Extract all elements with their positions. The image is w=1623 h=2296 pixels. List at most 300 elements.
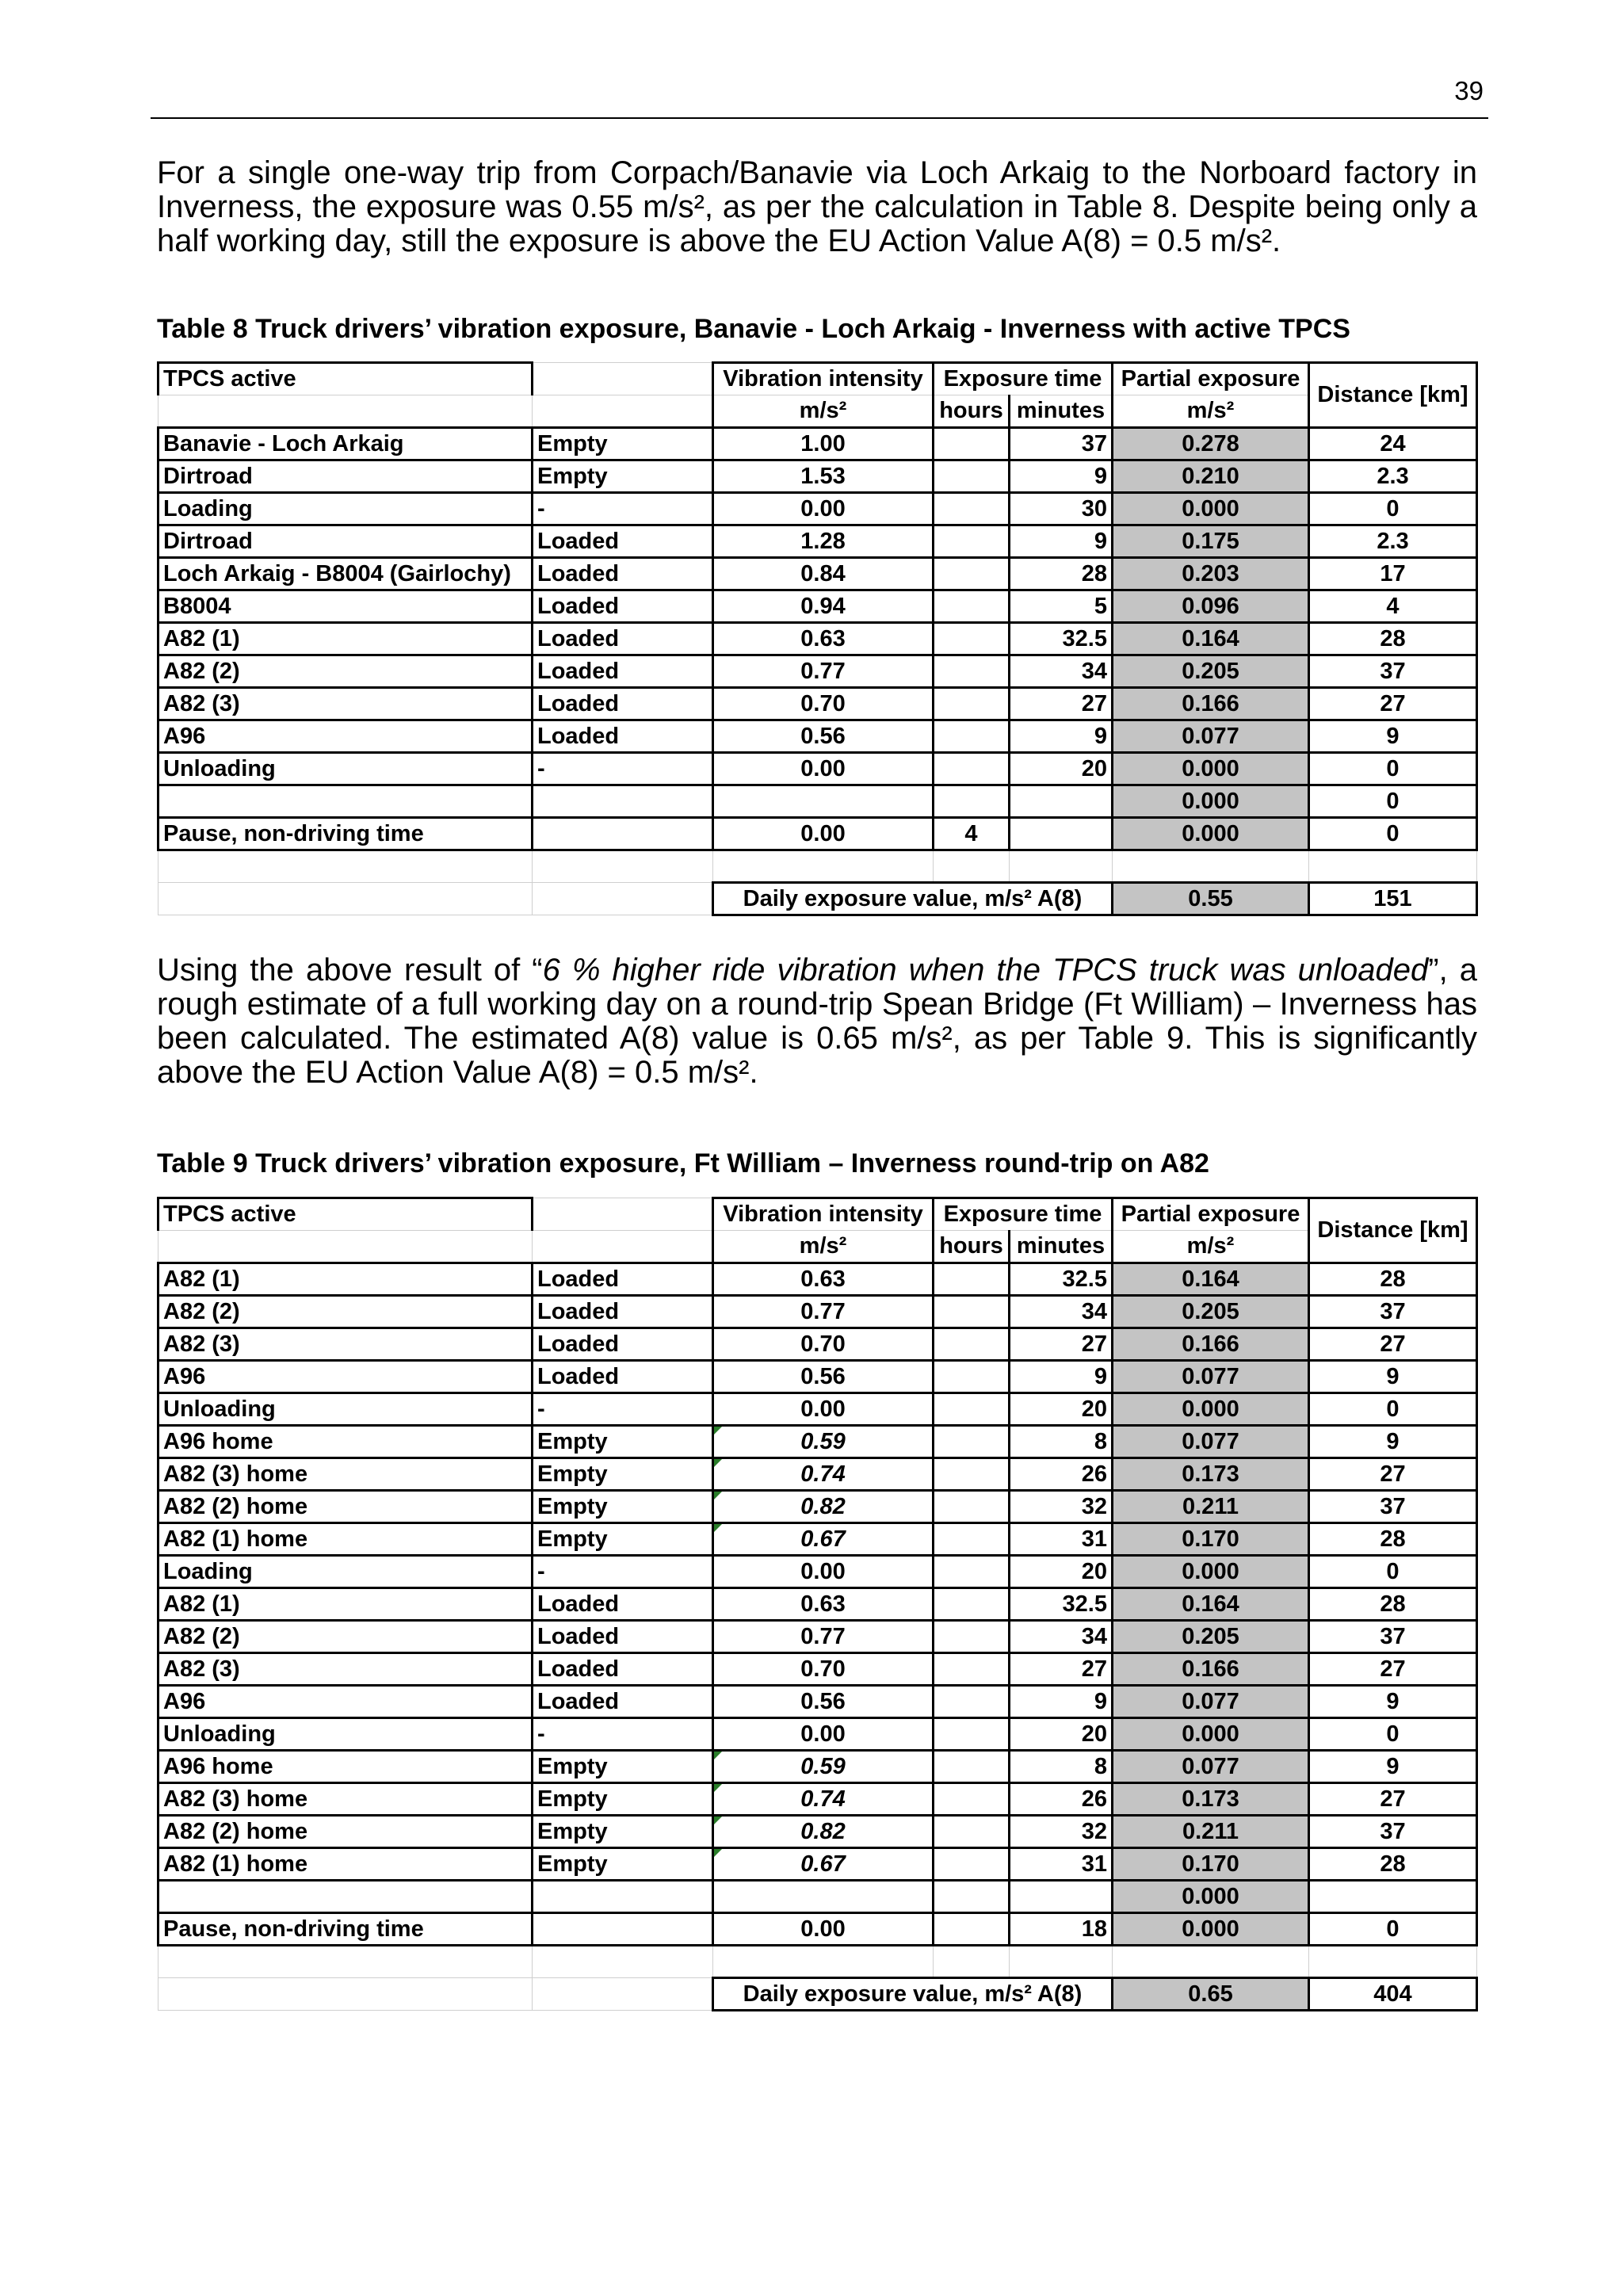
route-cell: A96 home [158,1426,533,1458]
intensity-cell: 0.00 [713,493,934,525]
partial-exposure-cell: 0.077 [1113,1686,1309,1718]
table-row [158,1848,1477,1881]
load-cell: Loaded [533,1621,713,1653]
route-cell: Pause, non-driving time [158,818,533,850]
hours-cell [934,1296,1010,1328]
distance-cell: 9 [1309,720,1477,753]
intensity-cell: 0.77 [713,655,934,688]
route-cell: A82 (2) [158,1621,533,1653]
minutes-cell: 28 [1010,558,1113,590]
paragraph-intro: For a single one-way trip from Corpach/Banavie via Loch Arkaig to the Norboard factory in Inverness, the exposure was 0.55 m/s², as per the calculation in Table 8. Despite being only a half working day, still the exposure is above the EU Action Value A(8) = 0.5 m/s². [157,155,1477,258]
distance-cell: 27 [1309,1328,1477,1361]
header-unit-intensity: m/s² [713,1231,934,1263]
table-row [158,1426,1477,1458]
load-cell: Empty [533,428,713,460]
intensity-cell: 0.84 [713,558,934,590]
partial-exposure-cell: 0.164 [1113,1588,1309,1621]
hours-cell [934,1816,1010,1848]
header-empty [533,363,713,395]
table-row [158,720,1477,753]
minutes-cell [1010,818,1113,850]
empty-cell [713,1946,934,1978]
header-hours: hours [934,395,1010,428]
route-cell: A96 [158,1686,533,1718]
load-cell: Loaded [533,1653,713,1686]
table-row [158,1653,1477,1686]
load-cell: Loaded [533,525,713,558]
minutes-cell: 27 [1010,688,1113,720]
hours-cell [934,1393,1010,1426]
distance-cell: 37 [1309,1296,1477,1328]
partial-exposure-cell: 0.000 [1113,1556,1309,1588]
partial-exposure-cell: 0.166 [1113,1328,1309,1361]
table8 [157,361,1478,916]
distance-cell: 9 [1309,1426,1477,1458]
intensity-cell: 0.63 [713,1588,934,1621]
table-row [158,688,1477,720]
hours-cell [934,1458,1010,1491]
hours-cell [934,590,1010,623]
minutes-cell: 27 [1010,1328,1113,1361]
table-row [158,525,1477,558]
empty-cell [934,1946,1010,1978]
hours-cell [934,1653,1010,1686]
hours-cell [934,460,1010,493]
route-cell: A82 (2) [158,655,533,688]
comment-marker-icon [714,1524,722,1532]
route-cell: A82 (3) home [158,1783,533,1816]
header-unit-partial: m/s² [1113,395,1309,428]
hours-cell [934,1523,1010,1556]
empty-cell [1113,1946,1309,1978]
load-cell: Empty [533,460,713,493]
hours-cell [934,1491,1010,1523]
partial-exposure-cell: 0.173 [1113,1783,1309,1816]
header-partial-exposure: Partial exposure [1113,363,1309,395]
daily-exposure-value: 0.65 [1113,1978,1309,2011]
daily-exposure-value: 0.55 [1113,883,1309,915]
intensity-cell: 0.00 [713,1718,934,1751]
total-row [158,883,1477,915]
header-minutes: minutes [1010,1231,1113,1263]
load-cell [533,1913,713,1946]
paragraph-estimate-italic: 6 % higher ride vibration when the TPCS truck was unloaded [542,953,1429,988]
minutes-cell: 9 [1010,1361,1113,1393]
intensity-cell: 0.70 [713,1328,934,1361]
table-row [158,428,1477,460]
minutes-cell: 32.5 [1010,1588,1113,1621]
empty-cell [158,1946,533,1978]
minutes-cell: 20 [1010,1718,1113,1751]
table-row [158,1588,1477,1621]
minutes-cell: 9 [1010,720,1113,753]
load-cell: Loaded [533,1361,713,1393]
minutes-cell: 26 [1010,1783,1113,1816]
daily-exposure-label: Daily exposure value, m/s² A(8) [713,1978,1113,2011]
table-row [158,1621,1477,1653]
intensity-cell: 0.56 [713,1686,934,1718]
load-cell: Empty [533,1848,713,1881]
header-vibration-intensity: Vibration intensity [713,1198,934,1231]
paragraph-estimate-post: ”, a rough estimate of a full working day on a round-trip Spean Bridge (Ft William) – Inverness has been calculated. The estimated A(8) value is 0.65 m/s², as per Table 9. This is significantly above the EU Action Value A(8) = 0.5 m/s². [157,953,1477,1090]
comment-marker-icon [714,1459,722,1467]
page-number: 39 [1454,76,1484,105]
header-unit-intensity: m/s² [713,395,934,428]
partial-exposure-cell: 0.077 [1113,1751,1309,1783]
minutes-cell: 18 [1010,1913,1113,1946]
hours-cell [934,525,1010,558]
route-cell: Loch Arkaig - B8004 (Gairlochy) [158,558,533,590]
minutes-cell: 32.5 [1010,1263,1113,1296]
header-tpcs-active: TPCS active [158,363,533,395]
load-cell: Loaded [533,1263,713,1296]
intensity-cell: 1.00 [713,428,934,460]
table-row [158,623,1477,655]
minutes-cell: 32 [1010,1491,1113,1523]
header-hours: hours [934,1231,1010,1263]
intensity-cell: 0.82 [713,1491,934,1523]
table-row [158,558,1477,590]
hours-cell [934,785,1010,818]
empty-cell [1010,1946,1113,1978]
route-cell: Loading [158,1556,533,1588]
minutes-cell: 37 [1010,428,1113,460]
table9 [157,1197,1478,2011]
table-row [158,1913,1477,1946]
partial-exposure-cell: 0.164 [1113,623,1309,655]
load-cell: Loaded [533,720,713,753]
route-cell: Pause, non-driving time [158,1913,533,1946]
minutes-cell: 9 [1010,1686,1113,1718]
hours-cell [934,1718,1010,1751]
header-empty [533,1231,713,1263]
intensity-cell: 0.70 [713,1653,934,1686]
empty-cell [533,883,713,915]
partial-exposure-cell: 0.175 [1113,525,1309,558]
distance-cell: 0 [1309,785,1477,818]
header-empty [533,1198,713,1231]
distance-cell: 27 [1309,1458,1477,1491]
empty-cell [1010,850,1113,883]
load-cell: Loaded [533,655,713,688]
load-cell: Empty [533,1458,713,1491]
empty-cell [713,850,934,883]
minutes-cell: 27 [1010,1653,1113,1686]
load-cell: Empty [533,1523,713,1556]
route-cell: A82 (1) home [158,1848,533,1881]
intensity-cell: 0.74 [713,1458,934,1491]
hours-cell [934,753,1010,785]
intensity-cell: 0.59 [713,1751,934,1783]
intensity-cell: 0.94 [713,590,934,623]
empty-cell [533,1978,713,2011]
minutes-cell [1010,785,1113,818]
distance-cell: 37 [1309,655,1477,688]
partial-exposure-cell: 0.170 [1113,1848,1309,1881]
table-row [158,1686,1477,1718]
empty-cell [158,850,533,883]
table-row [158,1361,1477,1393]
partial-exposure-cell: 0.000 [1113,1393,1309,1426]
route-cell: A82 (1) [158,1588,533,1621]
minutes-cell: 32 [1010,1816,1113,1848]
table-row [158,785,1477,818]
distance-cell: 28 [1309,1523,1477,1556]
hours-cell [934,1328,1010,1361]
table-row [158,818,1477,850]
load-cell: Loaded [533,1328,713,1361]
intensity-cell: 0.59 [713,1426,934,1458]
load-cell: Loaded [533,558,713,590]
table-row [158,1393,1477,1426]
load-cell: - [533,1718,713,1751]
table-row [158,590,1477,623]
route-cell: B8004 [158,590,533,623]
load-cell: - [533,753,713,785]
route-cell: Dirtroad [158,460,533,493]
distance-cell: 28 [1309,1848,1477,1881]
minutes-cell: 8 [1010,1426,1113,1458]
partial-exposure-cell: 0.096 [1113,590,1309,623]
empty-cell [158,883,533,915]
total-row [158,1978,1477,2011]
hours-cell [934,1588,1010,1621]
empty-cell [1113,850,1309,883]
minutes-cell: 31 [1010,1848,1113,1881]
header-unit-partial: m/s² [1113,1231,1309,1263]
spacer-row [158,1946,1477,1978]
hours-cell [934,655,1010,688]
route-cell: Unloading [158,1718,533,1751]
partial-exposure-cell: 0.000 [1113,1881,1309,1913]
hours-cell [934,1783,1010,1816]
load-cell [533,1881,713,1913]
empty-cell [158,1978,533,2011]
table-row [158,460,1477,493]
partial-exposure-cell: 0.203 [1113,558,1309,590]
intensity-cell: 0.74 [713,1783,934,1816]
intensity-cell: 0.00 [713,753,934,785]
distance-cell: 24 [1309,428,1477,460]
minutes-cell: 5 [1010,590,1113,623]
comment-marker-icon [714,1427,722,1435]
distance-cell: 0 [1309,818,1477,850]
intensity-cell: 1.28 [713,525,934,558]
comment-marker-icon [714,1784,722,1792]
header-minutes: minutes [1010,395,1113,428]
distance-cell: 37 [1309,1816,1477,1848]
daily-exposure-label: Daily exposure value, m/s² A(8) [713,883,1113,915]
partial-exposure-cell: 0.278 [1113,428,1309,460]
table-row [158,1816,1477,1848]
distance-cell: 2.3 [1309,460,1477,493]
table-row [158,1296,1477,1328]
intensity-cell: 0.56 [713,720,934,753]
route-cell [158,1881,533,1913]
distance-cell: 4 [1309,590,1477,623]
table-row [158,655,1477,688]
header-exposure-time: Exposure time [934,1198,1113,1231]
hours-cell [934,558,1010,590]
load-cell: Empty [533,1783,713,1816]
load-cell: Loaded [533,1686,713,1718]
route-cell: A82 (2) home [158,1491,533,1523]
distance-cell: 17 [1309,558,1477,590]
empty-cell [1309,850,1477,883]
load-cell: - [533,1393,713,1426]
route-cell: A82 (1) [158,623,533,655]
partial-exposure-cell: 0.211 [1113,1491,1309,1523]
route-cell: A82 (1) home [158,1523,533,1556]
hours-cell [934,688,1010,720]
distance-cell: 37 [1309,1491,1477,1523]
distance-cell: 37 [1309,1621,1477,1653]
table-row [158,1491,1477,1523]
minutes-cell: 20 [1010,1556,1113,1588]
intensity-cell: 0.56 [713,1361,934,1393]
load-cell: Empty [533,1751,713,1783]
header-rule [151,117,1488,119]
distance-cell: 9 [1309,1751,1477,1783]
load-cell [533,818,713,850]
distance-cell [1309,1881,1477,1913]
partial-exposure-cell: 0.170 [1113,1523,1309,1556]
spacer-row [158,850,1477,883]
distance-cell: 0 [1309,1913,1477,1946]
table8-caption: Table 8 Truck drivers’ vibration exposure, Banavie - Loch Arkaig - Inverness with active TPCS [157,314,1350,344]
minutes-cell: 32.5 [1010,623,1113,655]
route-cell: A82 (3) [158,688,533,720]
load-cell: Empty [533,1426,713,1458]
minutes-cell: 26 [1010,1458,1113,1491]
route-cell: A82 (3) [158,1328,533,1361]
load-cell: Loaded [533,688,713,720]
table-row [158,753,1477,785]
load-cell [533,785,713,818]
route-cell: A96 [158,720,533,753]
route-cell: Unloading [158,1393,533,1426]
comment-marker-icon [714,1752,722,1759]
intensity-cell [713,785,934,818]
hours-cell [934,720,1010,753]
distance-cell: 0 [1309,1718,1477,1751]
distance-cell: 0 [1309,1393,1477,1426]
intensity-cell: 0.00 [713,1913,934,1946]
comment-marker-icon [714,1492,722,1499]
table-row [158,1556,1477,1588]
table-row [158,1328,1477,1361]
header-empty [533,395,713,428]
hours-cell [934,1556,1010,1588]
route-cell: Loading [158,493,533,525]
minutes-cell: 30 [1010,493,1113,525]
total-distance-value: 151 [1309,883,1477,915]
hours-cell [934,623,1010,655]
total-distance-value: 404 [1309,1978,1477,2011]
hours-cell [934,1913,1010,1946]
minutes-cell: 34 [1010,1621,1113,1653]
hours-cell [934,1848,1010,1881]
partial-exposure-cell: 0.166 [1113,688,1309,720]
hours-cell [934,1426,1010,1458]
load-cell: Loaded [533,1588,713,1621]
distance-cell: 28 [1309,1263,1477,1296]
table-row [158,1751,1477,1783]
intensity-cell: 0.67 [713,1848,934,1881]
table-row [158,1718,1477,1751]
table9-caption: Table 9 Truck drivers’ vibration exposure, Ft William – Inverness round-trip on A82 [157,1148,1209,1179]
header-tpcs-active: TPCS active [158,1198,533,1231]
table-row [158,1458,1477,1491]
partial-exposure-cell: 0.211 [1113,1816,1309,1848]
table-row [158,493,1477,525]
hours-cell [934,493,1010,525]
minutes-cell: 8 [1010,1751,1113,1783]
route-cell [158,785,533,818]
distance-cell: 9 [1309,1361,1477,1393]
table-row [158,1783,1477,1816]
distance-cell: 2.3 [1309,525,1477,558]
load-cell: - [533,493,713,525]
header-distance: Distance [km] [1309,1198,1477,1263]
header-distance: Distance [km] [1309,363,1477,428]
minutes-cell: 31 [1010,1523,1113,1556]
hours-cell [934,1686,1010,1718]
partial-exposure-cell: 0.000 [1113,785,1309,818]
intensity-cell: 0.77 [713,1621,934,1653]
partial-exposure-cell: 0.000 [1113,1718,1309,1751]
partial-exposure-cell: 0.000 [1113,493,1309,525]
partial-exposure-cell: 0.210 [1113,460,1309,493]
route-cell: A96 [158,1361,533,1393]
header-empty [158,395,533,428]
load-cell: Empty [533,1816,713,1848]
header-partial-exposure: Partial exposure [1113,1198,1309,1231]
comment-marker-icon [714,1817,722,1824]
partial-exposure-cell: 0.000 [1113,818,1309,850]
partial-exposure-cell: 0.000 [1113,753,1309,785]
route-cell: Unloading [158,753,533,785]
paragraph-estimate [157,953,1477,1090]
distance-cell: 27 [1309,688,1477,720]
intensity-cell: 0.00 [713,1556,934,1588]
route-cell: Dirtroad [158,525,533,558]
intensity-cell: 1.53 [713,460,934,493]
partial-exposure-cell: 0.205 [1113,1296,1309,1328]
intensity-cell: 0.00 [713,1393,934,1426]
paragraph-estimate-pre: Using the above result of “ [157,953,543,988]
hours-cell [934,1621,1010,1653]
intensity-cell: 0.63 [713,1263,934,1296]
minutes-cell: 9 [1010,460,1113,493]
partial-exposure-cell: 0.164 [1113,1263,1309,1296]
hours-cell [934,1361,1010,1393]
intensity-cell: 0.63 [713,623,934,655]
hours-cell [934,428,1010,460]
intensity-cell: 0.77 [713,1296,934,1328]
intensity-cell: 0.82 [713,1816,934,1848]
intensity-cell [713,1881,934,1913]
partial-exposure-cell: 0.077 [1113,1426,1309,1458]
load-cell: - [533,1556,713,1588]
load-cell: Loaded [533,1296,713,1328]
minutes-cell: 34 [1010,655,1113,688]
hours-cell [934,1751,1010,1783]
route-cell: A96 home [158,1751,533,1783]
header-empty [158,1231,533,1263]
route-cell: A82 (1) [158,1263,533,1296]
partial-exposure-cell: 0.205 [1113,1621,1309,1653]
